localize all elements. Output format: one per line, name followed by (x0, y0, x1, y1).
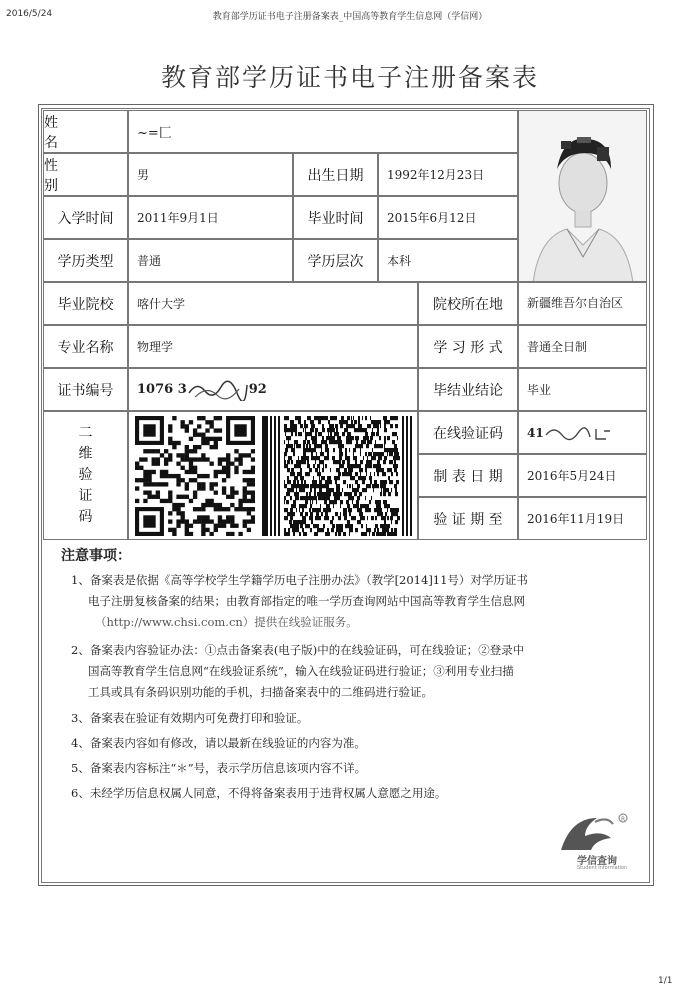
page-number: 1/1 (658, 976, 673, 986)
value-study-form: 普通全日制 (518, 325, 647, 368)
value-enroll-date: 2011年9月1日 (128, 196, 293, 239)
label-edu-type: 学历类型 (43, 239, 128, 282)
document-title: 教育部学历证书电子注册备案表 (160, 63, 539, 92)
note-line: 2、备案表内容验证办法：①点击备案表(电子版)中的在线验证码，可在线验证；②登录中 (71, 643, 525, 657)
note-line: 国高等教育学生信息网“在线验证系统”，输入在线验证码进行验证；③利用专业扫描 (88, 664, 514, 678)
note-line: 5、备案表内容标注“＊”号，表示学历信息该项内容不详。 (71, 761, 367, 775)
label-major: 专业名称 (43, 325, 128, 368)
value-made-date: 2016年5月24日 (518, 454, 647, 497)
print-page-title: 教育部学历证书电子注册备案表_中国高等教育学生信息网（学信网） (212, 12, 488, 22)
label-conclusion: 毕结业结论 (418, 368, 518, 411)
label-study-form: 学 习 形 式 (418, 325, 518, 368)
pdf417-barcode-image (262, 416, 412, 536)
label-enroll-date: 入学时间 (43, 196, 128, 239)
value-valid-until: 2016年11月19日 (518, 497, 647, 540)
value-major: 物理学 (128, 325, 418, 368)
logo-subtext: Student Information (577, 865, 628, 871)
chsi-logo (551, 812, 641, 872)
label-qr: 二 维 验 证 码 (43, 411, 128, 540)
cert-no-start: 1076 3 (137, 382, 187, 397)
student-photo (518, 110, 647, 282)
value-conclusion: 毕业 (518, 368, 647, 411)
value-name: ~=匚 (128, 110, 518, 153)
value-school: 喀什大学 (128, 282, 418, 325)
svg-text:R: R (621, 816, 626, 823)
label-school: 毕业院校 (43, 282, 128, 325)
value-online-code (518, 411, 647, 454)
label-made-date: 制 表 日 期 (418, 454, 518, 497)
label-edu-level: 学历层次 (293, 239, 378, 282)
label-valid-until: 验 证 期 至 (418, 497, 518, 540)
label-name: 姓 名 (43, 110, 128, 153)
notes-title: 注意事项： (61, 548, 131, 564)
note-line: 3、备案表在验证有效期内可免费打印和验证。 (71, 711, 309, 725)
note-line: 电子注册复核备案的结果；由教育部指定的唯一学历查询网站中国高等教育学生信息网 (88, 594, 525, 608)
online-code-start: 41 (527, 425, 544, 440)
value-grad-date: 2015年6月12日 (378, 196, 518, 239)
info-table (43, 110, 647, 540)
redaction-scribble (187, 379, 249, 401)
label-school-location: 院校所在地 (418, 282, 518, 325)
label-birth-date: 出生日期 (293, 153, 378, 196)
label-grad-date: 毕业时间 (293, 196, 378, 239)
value-birth-date: 1992年12月23日 (378, 153, 518, 196)
value-school-location (518, 282, 647, 325)
bird-logo-icon (551, 812, 641, 856)
value-gender: 男 (128, 153, 293, 196)
value-cert-no (128, 368, 418, 411)
online-code-scribble (544, 423, 614, 443)
note-line: （http://www.chsi.com.cn）提供在线验证服务。 (95, 615, 358, 629)
value-edu-type: 普通 (128, 239, 293, 282)
cert-no-end: 92 (248, 382, 267, 397)
note-line: 工具或具有条码识别功能的手机，扫描备案表中的二维码进行验证。 (88, 685, 433, 699)
value-edu-level: 本科 (378, 239, 518, 282)
label-cert-no: 证书编号 (43, 368, 128, 411)
notes-section (43, 540, 647, 880)
label-gender: 性 别 (43, 153, 128, 196)
portrait-image (519, 111, 647, 282)
note-line: 4、备案表内容如有修改，请以最新在线验证的内容为准。 (71, 736, 366, 750)
label-online-code: 在线验证码 (418, 411, 518, 454)
note-line: 6、未经学历信息权属人同意，不得将备案表用于违背权属人意愿之用途。 (71, 786, 447, 800)
code-area (128, 411, 418, 540)
logo-text: 学信查询 (577, 856, 617, 867)
qr-code-image (135, 416, 255, 536)
print-date: 2016/5/24 (6, 9, 53, 19)
note-line: 1、备案表是依据《高等学校学生学籍学历电子注册办法》（教学[2014]11号）对学历证书 (71, 573, 528, 587)
school-location-text: 新疆维吾尔自治区 (527, 296, 624, 310)
